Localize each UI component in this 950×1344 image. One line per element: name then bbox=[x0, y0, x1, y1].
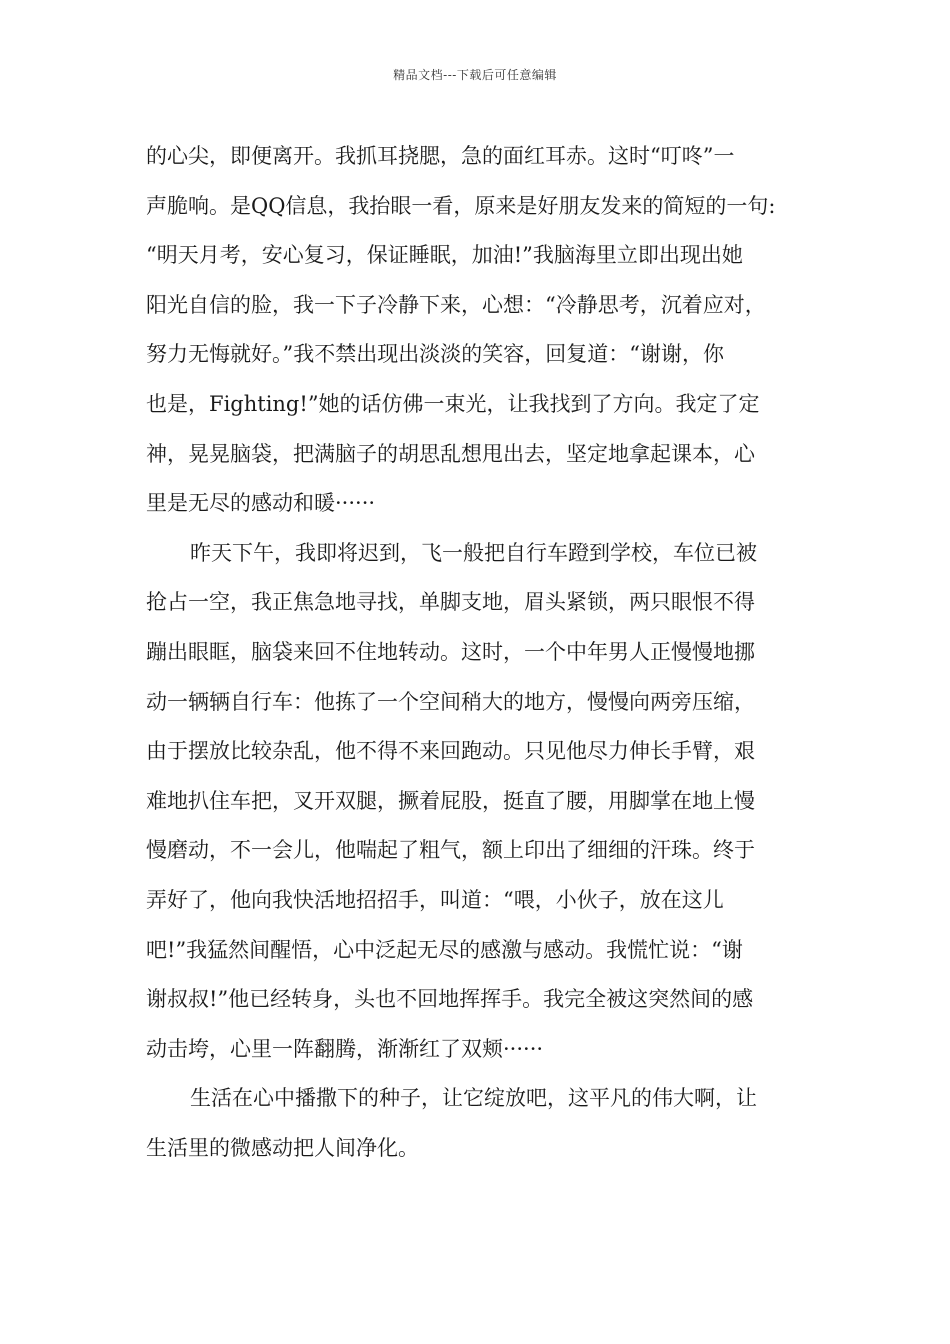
paragraph-3-line-2: 生活里的微感动把人间净化。 bbox=[146, 1135, 419, 1160]
paragraph-2-line-6: 难地扒住车把，叉开双腿，撅着屁股，挺直了腰，用脚掌在地上慢 bbox=[146, 788, 755, 813]
paragraph-1-line-7: 神，晃晃脑袋，把满脑子的胡思乱想甩出去，坚定地拿起课本，心 bbox=[146, 441, 755, 466]
paragraph-2-line-7: 慢磨动，不一会儿，他喘起了粗气，额上印出了细细的汗珠。终于 bbox=[146, 838, 755, 863]
body-text bbox=[146, 132, 806, 1173]
paragraph-3-line-1: 生活在心中播撒下的种子，让它绽放吧，这平凡的伟大啊，让 bbox=[190, 1086, 757, 1111]
paragraph-2-line-1: 昨天下午，我即将迟到，飞一般把自行车蹬到学校，车位已被 bbox=[190, 540, 757, 565]
paragraph-1-line-1: 的心尖，即便离开。我抓耳挠腮，急的面红耳赤。这时“叮咚”一 bbox=[146, 144, 735, 168]
paragraph-2-line-3: 蹦出眼眶，脑袋来回不住地转动。这时，一个中年男人正慢慢地挪 bbox=[146, 639, 755, 664]
paragraph-2-line-5: 由于摆放比较杂乱，他不得不来回跑动。只见他尽力伸长手臂，艰 bbox=[146, 739, 755, 764]
paragraph-2-line-8: 弄好了，他向我快活地招招手，叫道：“喂，小伙子，放在这儿 bbox=[146, 887, 724, 912]
page-header: 精品文档---下载后可任意编辑 bbox=[393, 68, 557, 82]
paragraph-1-line-4: 阳光自信的脸，我一下子冷静下来，心想：“冷静思考，沉着应对， bbox=[146, 292, 766, 317]
paragraph-1-line-5: 努力无悔就好。”我不禁出现出淡淡的笑容，回复道：“谢谢，你 bbox=[146, 342, 724, 367]
paragraph-2-line-2: 抢占一空，我正焦急地寻找，单脚支地，眉头紧锁，两只眼恨不得 bbox=[146, 590, 755, 615]
paragraph-1-line-8: 里是无尽的感动和暖······ bbox=[146, 491, 376, 516]
paragraph-1-line-6: 也是，Fighting!”她的话仿佛一束光，让我找到了方向。我定了定 bbox=[146, 391, 760, 416]
paragraph-1-line-2: 声脆响。是QQ信息，我抬眼一看，原来是好朋友发来的简短的一句: bbox=[146, 193, 776, 218]
paragraph-2-line-9: 吧!”我猛然间醒悟，心中泛起无尽的感激与感动。我慌忙说：“谢 bbox=[146, 937, 743, 962]
paragraph-1-line-3: “明天月考，安心复习，保证睡眠，加油!”我脑海里立即出现出她 bbox=[146, 243, 743, 268]
paragraph-2-line-4: 动一辆辆自行车：他拣了一个空间稍大的地方，慢慢向两旁压缩， bbox=[146, 689, 755, 714]
paragraph-2-line-11: 动击垮，心里一阵翻腾，渐渐红了双颊······ bbox=[146, 1036, 544, 1061]
paragraph-2-line-10: 谢叔叔!”他已经转身，头也不回地挥挥手。我完全被这突然间的感 bbox=[146, 987, 754, 1012]
